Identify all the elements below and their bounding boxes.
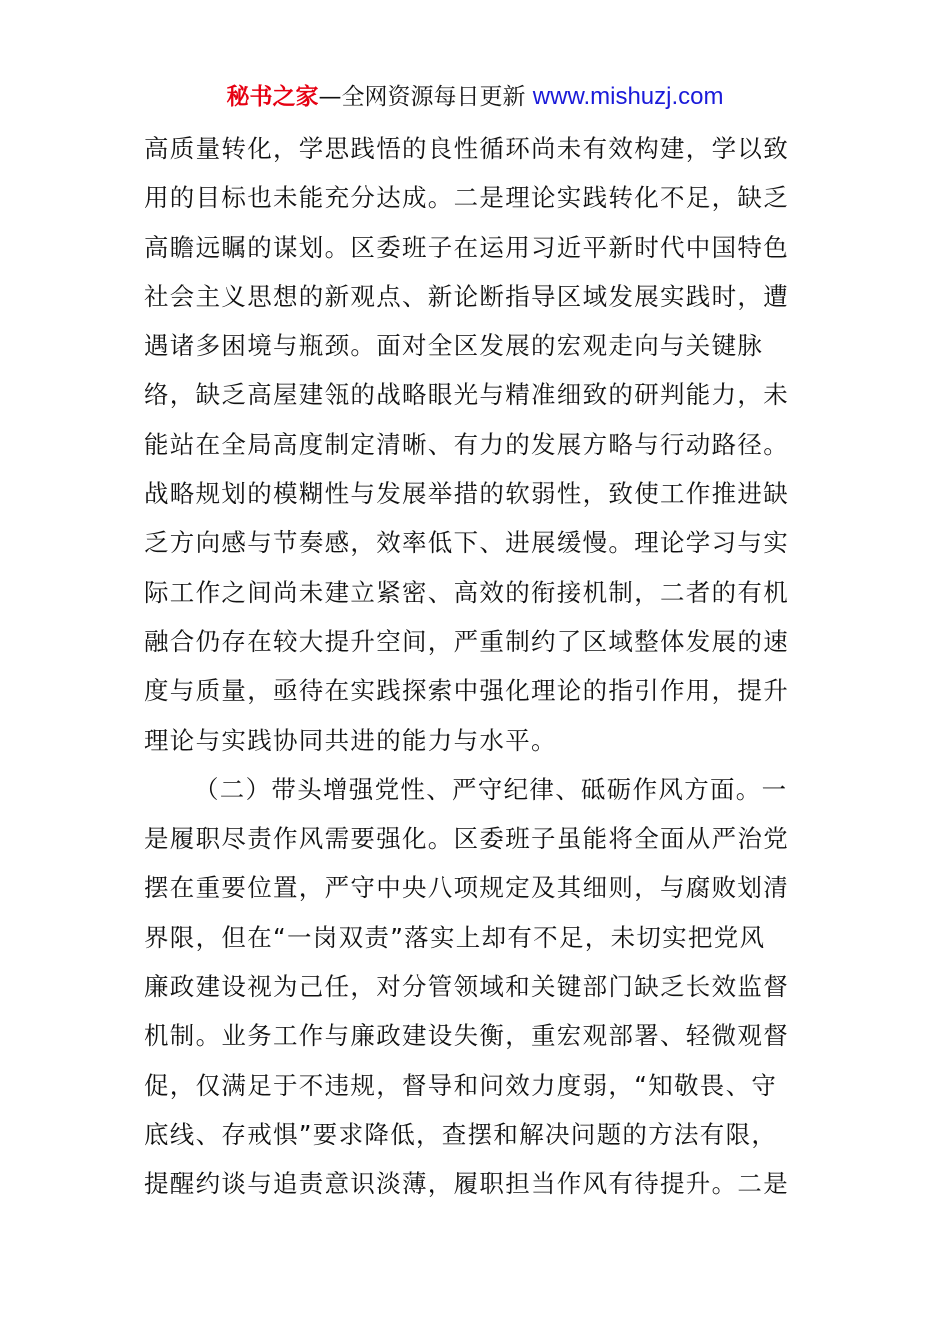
text-line: 高瞻远瞩的谋划。区委班子在运用习近平新时代中国特色 [144, 232, 789, 262]
text-line: 高质量转化，学思践悟的良性循环尚未有效构建，学以致 [144, 134, 789, 163]
site-tagline: —全网资源每日更新 [318, 84, 533, 110]
text-line: 融合仍存在较大提升空间，严重制约了区域整体发展的速 [144, 626, 789, 656]
text-line: 是履职尽责作风需要强化。区委班子虽能将全面从严治党 [144, 824, 789, 854]
site-url-link[interactable]: www.mishuzj.com [532, 83, 724, 110]
text-line: 底线、存戒惧”要求降低，查摆和解决问题的方法有限， [144, 1119, 778, 1149]
text-line: 促，仅满足于不违规，督导和问效力度弱，“知敬畏、守 [144, 1070, 778, 1100]
text-line: 际工作之间尚未建立紧密、高效的衔接机制，二者的有机 [144, 577, 789, 607]
text-line: 乏方向感与节奏感，效率低下、进展缓慢。理论学习与实 [144, 528, 789, 558]
section-heading-line: （二）带头增强党性、严守纪律、砥砺作风方面。一 [194, 774, 788, 804]
text-line: 机制。业务工作与廉政建设失衡，重宏观部署、轻微观督 [144, 1021, 789, 1051]
text-line: 廉政建设视为己任，对分管领域和关键部门缺乏长效监督 [144, 972, 789, 1002]
text-line: 提醒约谈与追责意识淡薄，履职担当作风有待提升。二是 [144, 1169, 789, 1199]
text-line: 社会主义思想的新观点、新论断指导区域发展实践时，遭 [144, 281, 789, 311]
text-line: 度与质量，亟待在实践探索中强化理论的指引作用，提升 [144, 676, 789, 706]
text-line: 摆在重要位置，严守中央八项规定及其细则，与腐败划清 [144, 873, 789, 903]
text-line: 用的目标也未能充分达成。二是理论实践转化不足，缺乏 [144, 183, 789, 213]
text-line: 能站在全局高度制定清晰、有力的发展方略与行动路径。 [144, 429, 789, 459]
page-header [0, 80, 950, 114]
text-line: 理论与实践协同共进的能力与水平。 [144, 725, 557, 755]
document-body [144, 124, 810, 1209]
text-line: 界限，但在“一岗双责”落实上却有不足，未切实把党风 [144, 922, 766, 952]
text-line: 战略规划的模糊性与发展举措的软弱性，致使工作推进缺 [144, 479, 789, 509]
site-brand: 秘书之家 [226, 84, 319, 110]
text-line: 遇诸多困境与瓶颈。面对全区发展的宏观走向与关键脉 [144, 331, 764, 361]
text-line: 络，缺乏高屋建瓴的战略眼光与精准细致的研判能力，未 [144, 380, 789, 410]
